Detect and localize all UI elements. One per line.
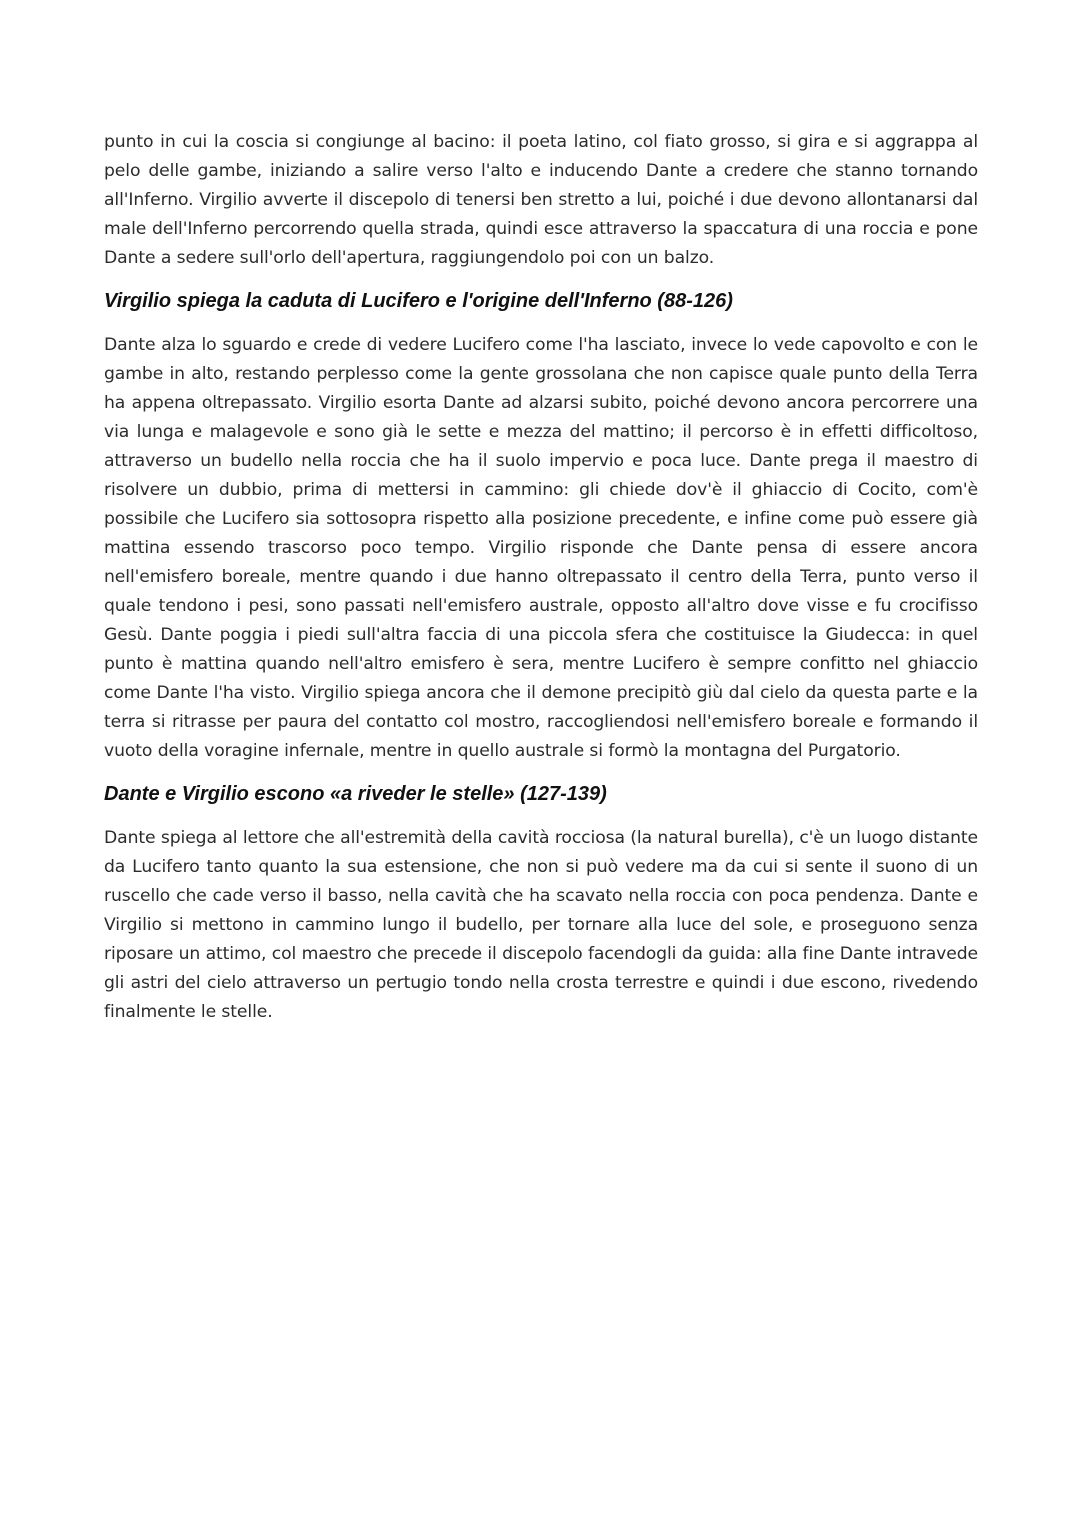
paragraph-see-the-stars: Dante spiega al lettore che all'estremità della cavità rocciosa (la natural burella), c'è un luogo distante da Lucifero tanto quanto la sua estensione, che non si può vedere ma da cui si sente il suono di un ruscello che cade verso il basso, nella cavità che ha scavato nella roccia con poca pendenza. Dante e Virgilio si mettono in cammino lungo il budello, per tornare alla luce del sole, e proseguono senza riposare un attimo, col maestro che precede il discepolo facendogli da guida: alla fine Dante intravede gli astri del cielo attraverso un pertugio tondo nella crosta terrestre e quindi i due escono, rivedendo finalmente le stelle. xyxy=(104,828,978,1022)
paragraph-continuation: punto in cui la coscia si congiunge al bacino: il poeta latino, col fiato grosso, si gira e si aggrappa al pelo delle gambe, iniziando a salire verso l'alto e inducendo Dante a credere che stanno tornando all'Inferno. Virgilio avverte il discepolo di tenersi ben stretto a lui, poiché i due devono allontanarsi dal male dell'Inferno percorrendo quella strada, quindi esce attraverso la spaccatura di una roccia e pone Dante a sedere sull'orlo dell'apertura, raggiungendolo poi con un balzo. xyxy=(104,132,978,268)
document-page xyxy=(104,128,978,1027)
section-heading-see-the-stars: Dante e Virgilio escono «a riveder le stelle» (127-139) xyxy=(104,783,607,805)
paragraph-fall-of-lucifer: Dante alza lo sguardo e crede di vedere Lucifero come l'ha lasciato, invece lo vede capovolto e con le gambe in alto, restando perplesso come la gente grossolana che non capisce quale punto della Terra ha appena oltrepassato. Virgilio esorta Dante ad alzarsi subito, poiché devono ancora percorrere una via lunga e malagevole e sono già le sette e mezza del mattino; il percorso è in effetti difficoltoso, attraverso un budello nella roccia che ha il suolo impervio e poca luce. Dante prega il maestro di risolvere un dubbio, prima di mettersi in cammino: gli chiede dov'è il ghiaccio di Cocito, com'è possibile che Lucifero sia sottosopra rispetto alla posizione precedente, e infine come può essere già mattina essendo trascorso poco tempo. Virgilio risponde che Dante pensa di essere ancora nell'emisfero boreale, mentre quando i due hanno oltrepassato il centro della Terra, punto verso il quale tendono i pesi, sono passati nell'emisfero australe, opposto all'altro dove visse e fu crocifisso Gesù. Dante poggia i piedi sull'altra faccia di una piccola sfera che costituisce la Giudecca: in quel punto è mattina quando nell'altro emisfero è sera, mentre Lucifero è sempre confitto nel ghiaccio come Dante l'ha visto. Virgilio spiega ancora che il demone precipitò giù dal cielo da questa parte e la terra si ritrasse per paura del contatto col mostro, raccogliendosi nell'emisfero boreale e formando il vuoto della voragine infernale, mentre in quello australe si formò la montagna del Purgatorio. xyxy=(104,335,978,761)
section-heading-fall-of-lucifer: Virgilio spiega la caduta di Lucifero e l'origine dell'Inferno (88-126) xyxy=(104,290,733,312)
